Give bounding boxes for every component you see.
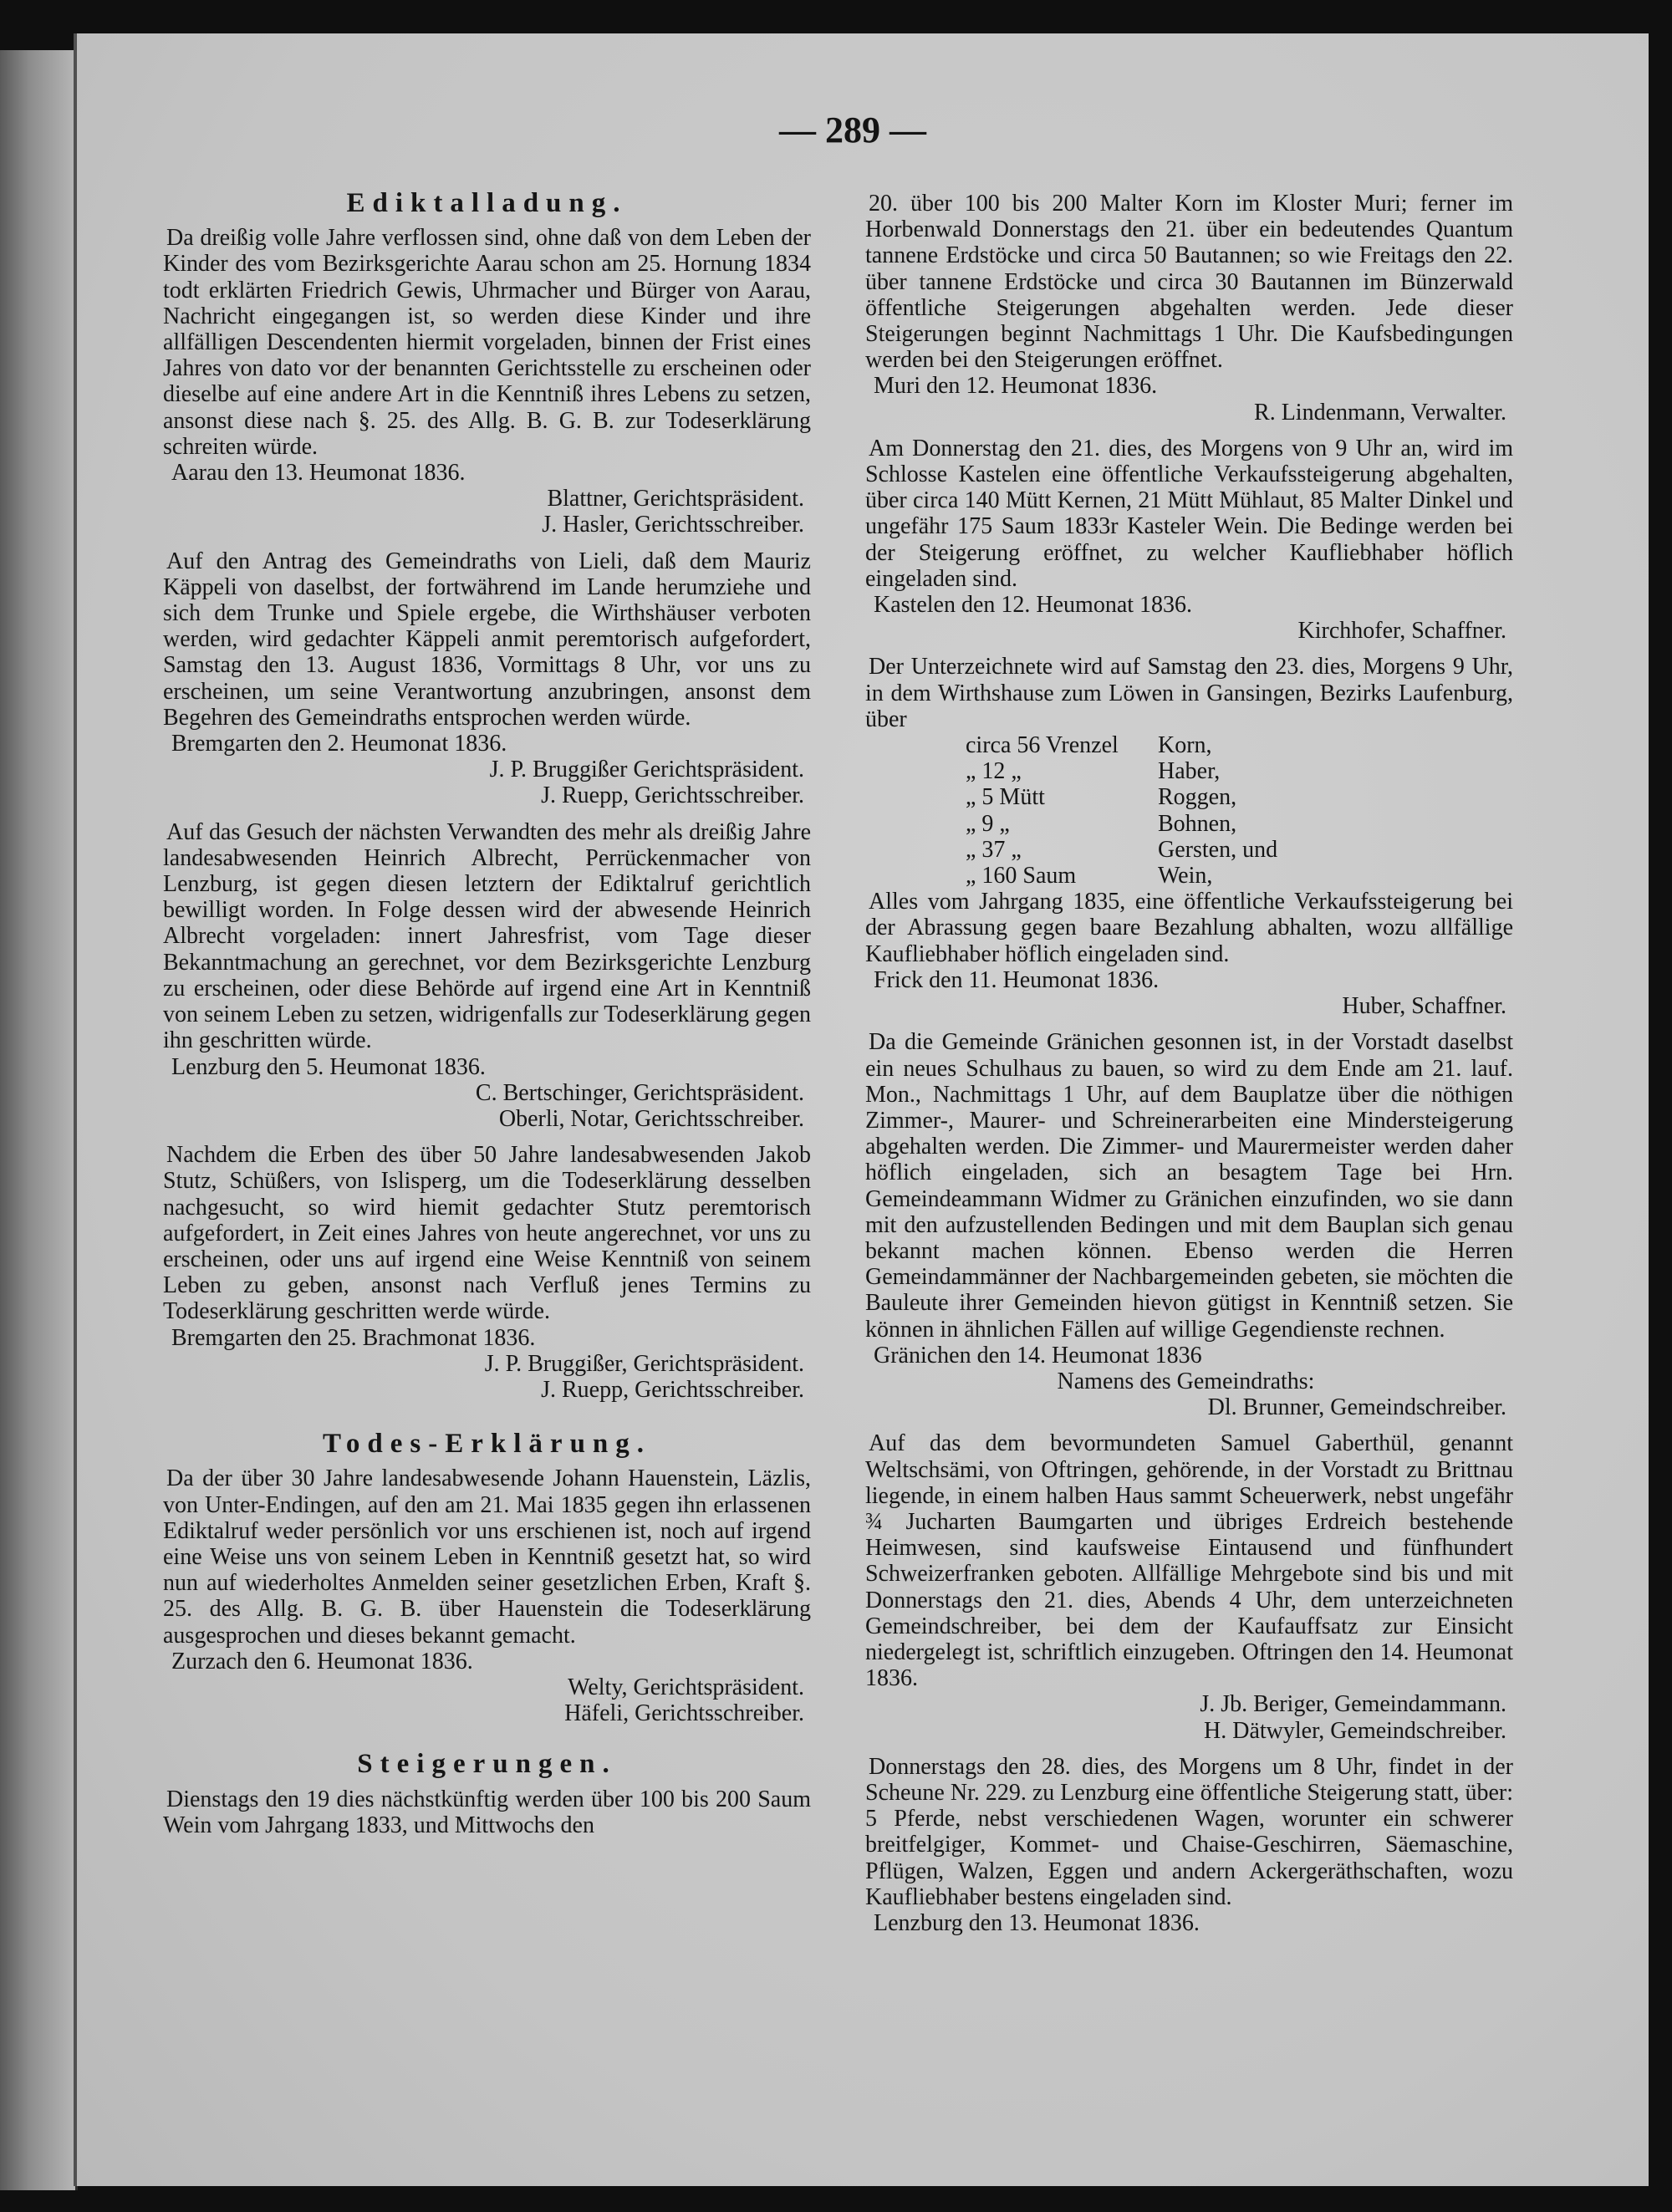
notice-gansingen-continued: Alles vom Jahrgang 1835, eine öffentliche Verkaufssteigerung bei der Abrassung gegen baare Bezahlung abhalten, wozu allfällige Kaufliebhaber höflich eingeladen sind. bbox=[865, 889, 1513, 967]
notice-kastelen-date: Kastelen den 12. Heumonat 1836. bbox=[874, 592, 1193, 619]
notice-gewis-date: Aarau den 13. Heumonat 1836. bbox=[171, 460, 466, 487]
notice-oftringen-signature-2: H. Dätwyler, Gemeindschreiber. bbox=[1204, 1717, 1506, 1744]
heading-ediktalladung: Ediktalladung. bbox=[346, 188, 628, 218]
notice-kastelen: Am Donnerstag den 21. dies, des Morgens von 9 Uhr an, wird im Schlosse Kastelen eine öffentliche Verkaufssteigerung abgehalten, über circa 140 Mütt Kernen, 21 Mütt Mühlaut, 85 Malter Dinkel und ungefähr 175 Saum 1833r Kasteler Wein. Die Bedinge werden bei der Steigerung eröffnet, zu welcher Kaufliebhaber höflich eingeladen sind. bbox=[865, 435, 1513, 592]
notice-stutz-date: Bremgarten den 25. Brachmonat 1836. bbox=[171, 1324, 536, 1351]
list-item: circa 56 Vrenzel Korn, bbox=[966, 732, 1212, 759]
notice-oftringen-signature-1: J. Jb. Beriger, Gemeindammann. bbox=[1200, 1691, 1506, 1718]
notice-albrecht-signature-2: Oberli, Notar, Gerichtsschreiber. bbox=[498, 1105, 804, 1132]
right-column bbox=[865, 191, 1513, 1936]
previous-page-edge bbox=[0, 50, 78, 2190]
left-column bbox=[163, 188, 811, 1838]
list-item: „ 160 Saum Wein, bbox=[966, 863, 1213, 889]
notice-muri-date: Muri den 12. Heumonat 1836. bbox=[874, 373, 1158, 400]
list-item: „ 5 Mütt Roggen, bbox=[966, 784, 1237, 811]
notice-gansingen-date: Frick den 11. Heumonat 1836. bbox=[874, 966, 1160, 993]
notice-kastelen-signature: Kirchhofer, Schaffner. bbox=[1297, 618, 1506, 645]
notice-hauenstein-date: Zurzach den 6. Heumonat 1836. bbox=[171, 1648, 473, 1674]
notice-muri-start: Dienstags den 19 dies nächstkünftig werden über 100 bis 200 Saum Wein vom Jahrgang 1833, und Mittwochs den bbox=[163, 1786, 811, 1838]
heading-steigerungen: Steigerungen. bbox=[357, 1749, 617, 1780]
notice-lenzburg: Donnerstags den 28. dies, des Morgens um 8 Uhr, findet in der Scheune Nr. 229. zu Lenzburg eine öffentliche Steigerung statt, über: 5 Pferde, nebst verschiedenen Wagen, worunter ein schwerer breitfelgiger, Kommet- und Chaise-Geschirren, Säemaschine, Pflügen, Walzen, Eggen und andern Ackergeräthschaften, wozu Kaufliebhaber bestens eingeladen sind. bbox=[865, 1753, 1513, 1910]
notice-hauenstein-signature-2: Häfeli, Gerichtsschreiber. bbox=[564, 1700, 804, 1727]
notice-muri-continued: 20. über 100 bis 200 Malter Korn im Kloster Muri; ferner im Horbenwald Donnerstags den 21. über ein bedeutendes Quantum tannene Erdstöcke und circa 50 Bautannen; so wie Freitags den 22. über tannene Erdstöcke und circa 30 Bautannen im Bünzerwald öffentliche Steigerungen abgehalten werden. Jede dieser Steigerungen beginnt Nachmittags 1 Uhr. Die Kaufsbedingungen werden bei den Steigerungen eröffnet. bbox=[865, 191, 1513, 374]
notice-muri-signature: R. Lindenmann, Verwalter. bbox=[1254, 399, 1506, 426]
notice-gewis-signature-2: J. Hasler, Gerichtsschreiber. bbox=[542, 512, 804, 538]
notice-oftringen: Auf das dem bevormundeten Samuel Gaberthül, genannt Weltschsämi, von Oftringen, gehörende, in der Vorstadt zu Brittnau liegende, in einem halben Haus sammt Scheuerwerk, nebst ungefähr ¾ Jucharten Baumgarten und übriges Erdreich bestehende Heimwesen, sind kaufsweise Eintausend und fünfhundert Schweizerfranken geboten. Allfällige Mehrgebote sind bis und mit Donnerstags den 21. dies, Abends 4 Uhr, dem unterzeichneten Gemeindschreiber, bei dem der Kaufauffsatz zur Einsicht niedergelegt ist, schriftlich einzugeben. Oftringen den 14. Heumonat 1836. bbox=[865, 1430, 1513, 1692]
notice-gansingen: Der Unterzeichnete wird auf Samstag den 23. dies, Morgens 9 Uhr, in dem Wirthshause zum Löwen in Gansingen, Bezirks Laufenburg, über bbox=[865, 654, 1513, 732]
notice-gewis-signature-1: Blattner, Gerichtspräsident. bbox=[547, 486, 804, 512]
notice-gansingen-signature: Huber, Schaffner. bbox=[1342, 993, 1506, 1020]
notice-kaeppeli-signature-1: J. P. Bruggißer Gerichtspräsident. bbox=[489, 757, 804, 783]
heading-todes-erklaerung: Todes-Erklärung. bbox=[322, 1429, 652, 1460]
notice-gewis: Da dreißig volle Jahre verflossen sind, ohne daß von dem Leben der Kinder des vom Bezirksgerichte Aarau schon am 25. Hornung 1834 todt erklärten Friedrich Gewis, Uhrmacher und Bürger von Aarau, Nachricht eingegangen ist, so werden diese Kinder und ihre allfälligen Descendenten hiermit vorgeladen, binnen der Frist eines Jahres von dato vor der benannten Gerichtsstelle zu erscheinen oder dieselbe auf eine andere Art in die Kenntniß ihres Lebens zu setzen, ansonst diese nach §. 25. des Allg. B. G. B. zur Todeserklärung schreiten würde. bbox=[163, 225, 811, 460]
list-item: „ 9 „ Bohnen, bbox=[966, 810, 1237, 837]
notice-kaeppeli: Auf den Antrag des Gemeindraths von Lieli, daß dem Mauriz Käppeli von daselbst, der fortwährend im Lande herumziehe und sich dem Trunke und Spiele ergebe, die Wirthshäuser verboten werden, wird gedachter Käppeli anmit peremtorisch aufgefordert, Samstag den 13. August 1836, Vormittags 8 Uhr, vor uns zu erscheinen, um seine Verantwortung anzubringen, ansonst dem Begehren des Gemeindraths entsprochen werden würde. bbox=[163, 548, 811, 731]
notice-kaeppeli-date: Bremgarten den 2. Heumonat 1836. bbox=[171, 731, 507, 757]
notice-albrecht: Auf das Gesuch der nächsten Verwandten des mehr als dreißig Jahre landesabwesenden Heinrich Albrecht, Perrückenmacher von Lenzburg, ist gegen diesen letztern der Ediktalruf gerichtlich bewilligt worden. In Folge dessen wird der abwesende Heinrich Albrecht vorgeladen: innert Jahresfrist, vom Tage dieser Bekanntmachung an gerechnet, vor dem Bezirksgerichte Lenzburg zu erscheinen, oder diese Behörde auf irgend eine Art in Kenntniß von seinem Leben zu setzen, widrigenfalls zur Todeserklärung gegen ihn geschritten würde. bbox=[163, 818, 811, 1054]
notice-stutz: Nachdem die Erben des über 50 Jahre landesabwesenden Jakob Stutz, Schüßers, von Islisperg, um die Todeserklärung desselben nachgesucht, so wird hiemit gedachter Stutz peremtorisch aufgefordert, in Zeit eines Jahres von heute angerechnet, vor uns zu erscheinen, oder uns auf irgend eine Weise Kenntniß von seinem Leben zu geben, ansonst nach Verfluß jenes Termins zu Todeserklärung geschritten werde würde. bbox=[163, 1142, 811, 1325]
grain-list bbox=[865, 732, 1513, 889]
page-number: — 289 — bbox=[779, 110, 926, 150]
list-item: „ 12 „ Haber, bbox=[966, 758, 1221, 785]
notice-graenichen-date: Gränichen den 14. Heumonat 1836 bbox=[874, 1342, 1202, 1368]
notice-graenichen: Da die Gemeinde Gränichen gesonnen ist, in der Vorstadt daselbst ein neues Schulhaus zu bauen, so wird zu dem Ende am 21. lauf. Mon., Nachmittags 1 Uhr, auf dem Bauplatze über die nöthigen Zimmer-, Maurer- und Schreinerarbeiten eine Mindersteigerung abgehalten werden. Die Zimmer- und Maurermeister werden daher höflich eingeladen, sich an besagtem Tage bei Hrn. Gemeindeammann Widmer zu Gränichen einzufinden, wo sie dann mit den aufzustellenden Bedingen und mit dem Bauplan sich genau bekannt machen können. Ebenso werden die Herren Gemeindammänner der Nachbargemeinden gebeten, sie möchten die Bauleute ihrer Gemeinden hievon gütigst in Kenntniß setzen. Sie können in ähnlichen Fällen auf willige Gegendienste rechnen. bbox=[865, 1029, 1513, 1343]
notice-hauenstein-signature-1: Welty, Gerichtspräsident. bbox=[568, 1674, 804, 1700]
notice-albrecht-signature-1: C. Bertschinger, Gerichtspräsident. bbox=[475, 1079, 804, 1106]
notice-stutz-signature-1: J. P. Bruggißer, Gerichtspräsident. bbox=[484, 1350, 804, 1377]
notice-stutz-signature-2: J. Ruepp, Gerichtsschreiber. bbox=[541, 1376, 804, 1403]
notice-graenichen-signature-1: Namens des Gemeindraths: bbox=[1057, 1368, 1315, 1394]
list-item: „ 37 „ Gersten, und bbox=[966, 836, 1278, 863]
notice-kaeppeli-signature-2: J. Ruepp, Gerichtsschreiber. bbox=[541, 782, 804, 809]
notice-albrecht-date: Lenzburg den 5. Heumonat 1836. bbox=[171, 1053, 486, 1080]
notice-lenzburg-date: Lenzburg den 13. Heumonat 1836. bbox=[874, 1910, 1200, 1936]
notice-hauenstein: Da der über 30 Jahre landesabwesende Johann Hauenstein, Läzlis, von Unter-Endingen, auf den am 21. Mai 1835 gegen ihn erlassenen Ediktalruf weder persönlich vor uns erschienen ist, noch auf irgend eine Weise uns von seinem Leben in Kenntniß gesetzt hat, so wird nun auf wiederholtes Anmelden seiner gesetzlichen Erben, Kraft §. 25. des Allg. B. G. B. über Hauenstein die Todeserklärung ausgesprochen und dieses bekannt gemacht. bbox=[163, 1465, 811, 1649]
notice-graenichen-signature-2: Dl. Brunner, Gemeindschreiber. bbox=[1207, 1394, 1506, 1421]
